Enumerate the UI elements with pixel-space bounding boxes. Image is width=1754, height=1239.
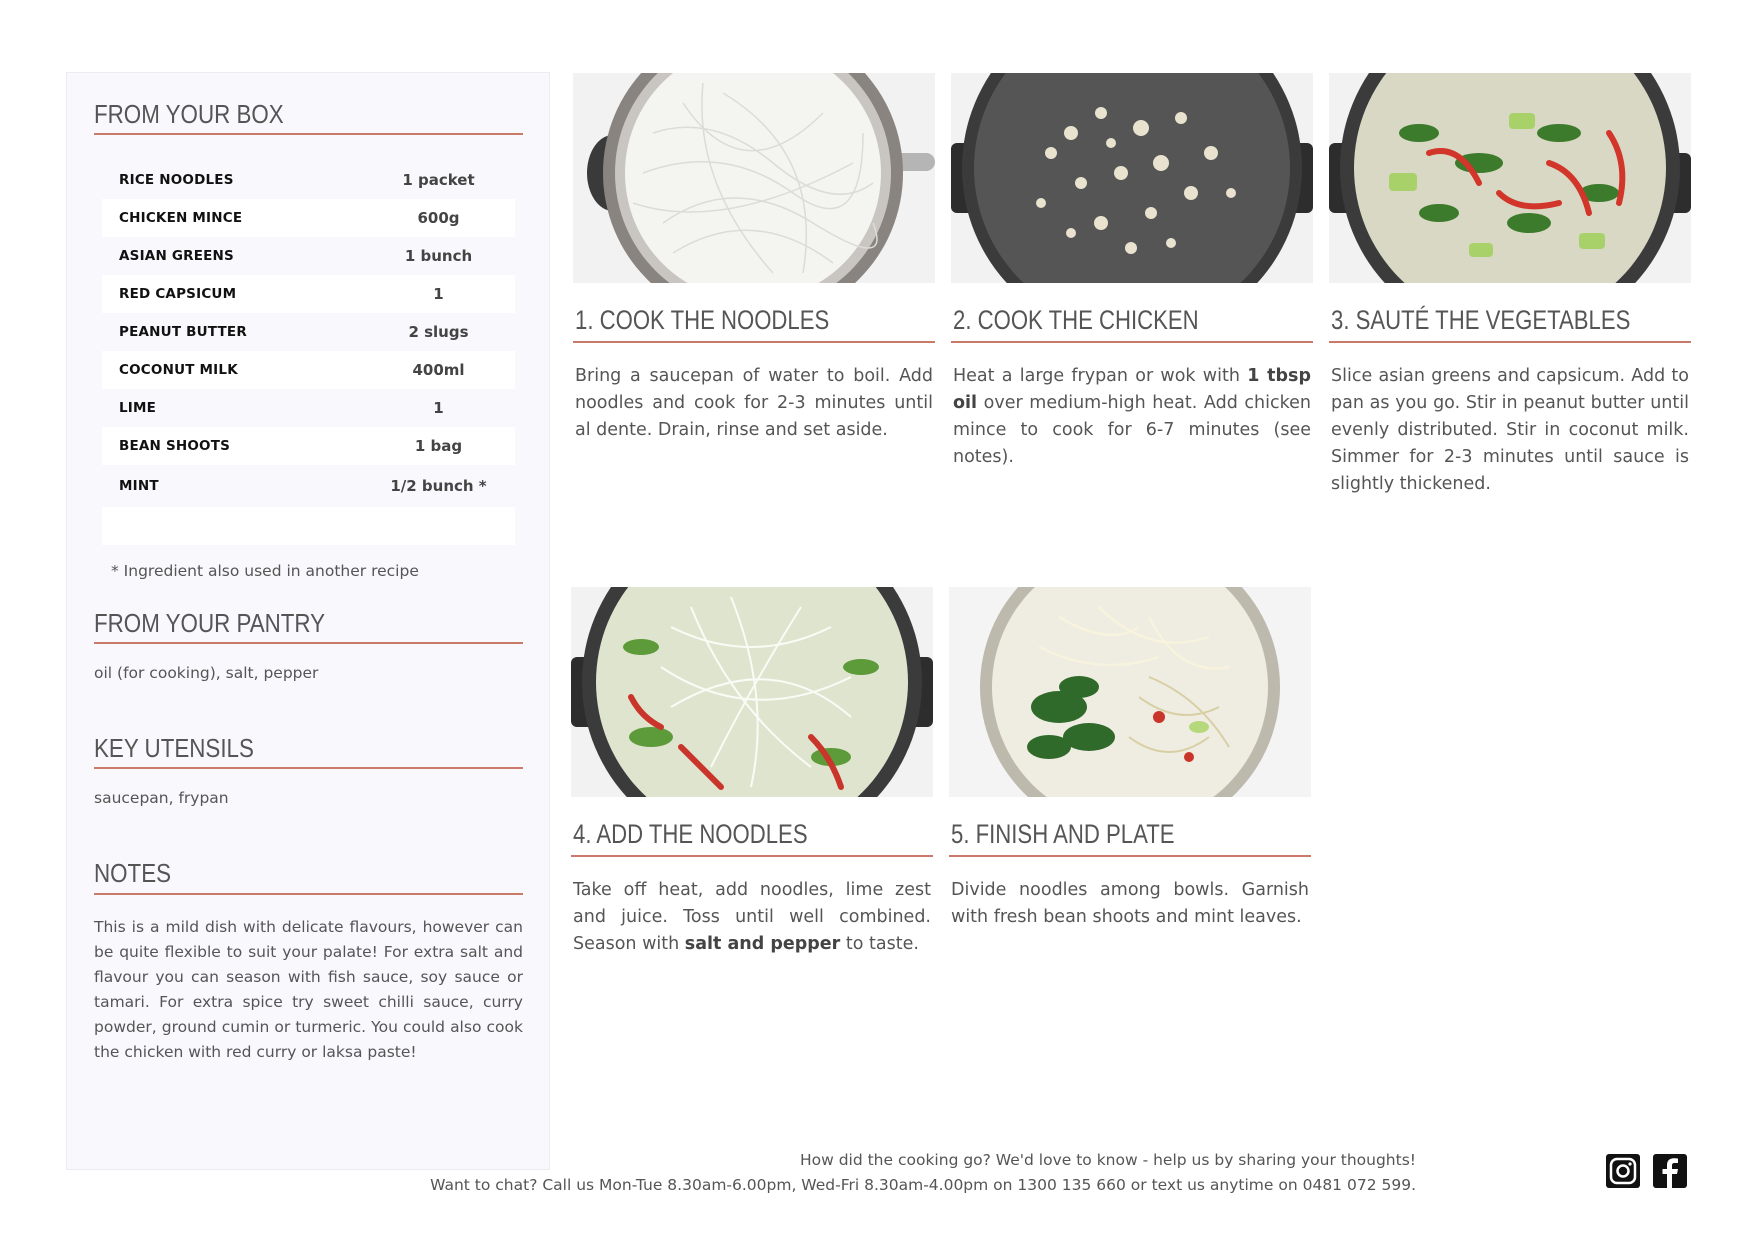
step-5-photo [949, 587, 1311, 797]
ingredient-qty: 1 [433, 285, 444, 303]
step-3-photo [1329, 73, 1691, 283]
ingredient-qty: 1/2 bunch * [390, 477, 487, 495]
step-5-title: 5. FINISH AND PLATE [951, 819, 1175, 849]
ingredient-name: LIME [119, 400, 157, 416]
step-rule [1329, 341, 1691, 343]
step-rule [571, 855, 933, 857]
ingredient-name: MINT [119, 478, 159, 494]
ingredient-row [102, 199, 515, 237]
from-your-box-heading: FROM YOUR BOX [94, 99, 284, 129]
instagram-icon[interactable] [1605, 1153, 1641, 1189]
ingredient-qty: 1 bag [414, 437, 463, 455]
ingredient-qty: 600g [417, 209, 460, 227]
ingredient-row [102, 237, 515, 275]
step-3-text: Slice asian greens and capsicum. Add to pan as you go. Stir in peanut butter until evenly distributed. Stir in coconut milk. Simmer for 2-3 minutes until sauce is slightly thickened. [1331, 366, 1689, 494]
ingredient-row [102, 465, 515, 507]
facebook-icon[interactable] [1652, 1153, 1688, 1189]
step-2-title: 2. COOK THE CHICKEN [953, 305, 1199, 335]
step-4-photo [571, 587, 933, 797]
step-4-title: 4. ADD THE NOODLES [573, 819, 808, 849]
ingredient-footnote: * Ingredient also used in another recipe [111, 562, 419, 580]
heading-rule [94, 893, 523, 895]
step-1-text: Bring a saucepan of water to boil. Add noodles and cook for 2-3 minutes until al dente. Drain, rinse and set aside. [575, 366, 933, 440]
ingredient-name: RED CAPSICUM [119, 286, 237, 302]
step-rule [573, 341, 935, 343]
ingredient-name: ASIAN GREENS [119, 248, 234, 264]
ingredient-qty: 1 packet [402, 171, 475, 189]
step-2-photo [951, 73, 1313, 283]
utensils-text: saucepan, frypan [94, 789, 229, 807]
ingredient-row [102, 427, 515, 465]
ingredient-name: RICE NOODLES [119, 172, 234, 188]
notes-text: This is a mild dish with delicate flavours, however can be quite flexible to suit your palate! For extra salt and flavour you can season with fish sauce, soy sauce or tamari. For extra spice try sweet chilli sauce, curry powder, ground cumin or turmeric. You could also cook the chicken with red curry or laksa paste! [94, 918, 523, 1061]
step-3-title: 3. SAUTÉ THE VEGETABLES [1331, 305, 1631, 335]
ingredient-row [102, 351, 515, 389]
notes-heading: NOTES [94, 858, 172, 888]
step-2-text: Heat a large frypan or wok with 1 tbsp oil over medium-high heat. Add chicken mince to cook for 6-7 minutes (see notes). [953, 366, 1312, 467]
ingredient-row [102, 275, 515, 313]
step-rule [951, 341, 1313, 343]
step-1-title: 1. COOK THE NOODLES [575, 305, 830, 335]
ingredient-row [102, 313, 515, 351]
from-your-pantry-heading: FROM YOUR PANTRY [94, 608, 326, 638]
step-1-photo [573, 73, 935, 283]
ingredients-table [102, 161, 515, 545]
heading-rule [94, 642, 523, 644]
pantry-text: oil (for cooking), salt, pepper [94, 664, 319, 682]
ingredient-qty: 400ml [412, 361, 465, 379]
ingredient-name: PEANUT BUTTER [119, 324, 247, 340]
ingredient-qty: 2 slugs [408, 323, 469, 341]
ingredient-name: CHICKEN MINCE [119, 210, 243, 226]
step-4-text: Take off heat, add noodles, lime zest and juice. Toss until well combined. Season with salt and pepper to taste. [573, 880, 931, 954]
heading-rule [94, 767, 523, 769]
ingredient-row-empty [102, 507, 515, 545]
ingredient-qty: 1 [433, 399, 444, 417]
heading-rule [94, 133, 523, 135]
ingredient-qty: 1 bunch [404, 247, 473, 265]
step-5-text: Divide noodles among bowls. Garnish with fresh bean shoots and mint leaves. [951, 880, 1309, 927]
ingredient-name: COCONUT MILK [119, 362, 238, 378]
ingredients-sidebar [66, 72, 550, 1170]
ingredient-row [102, 161, 515, 199]
contact-text: Want to chat? Call us Mon-Tue 8.30am-6.00pm, Wed-Fri 8.30am-4.00pm on 1300 135 660 or text us anytime on 0481 072 599. [430, 1176, 1416, 1194]
ingredient-name: BEAN SHOOTS [119, 438, 231, 454]
step-rule [949, 855, 1311, 857]
key-utensils-heading: KEY UTENSILS [94, 733, 254, 763]
feedback-text: How did the cooking go? We'd love to know - help us by sharing your thoughts! [799, 1151, 1416, 1169]
ingredient-row [102, 389, 515, 427]
